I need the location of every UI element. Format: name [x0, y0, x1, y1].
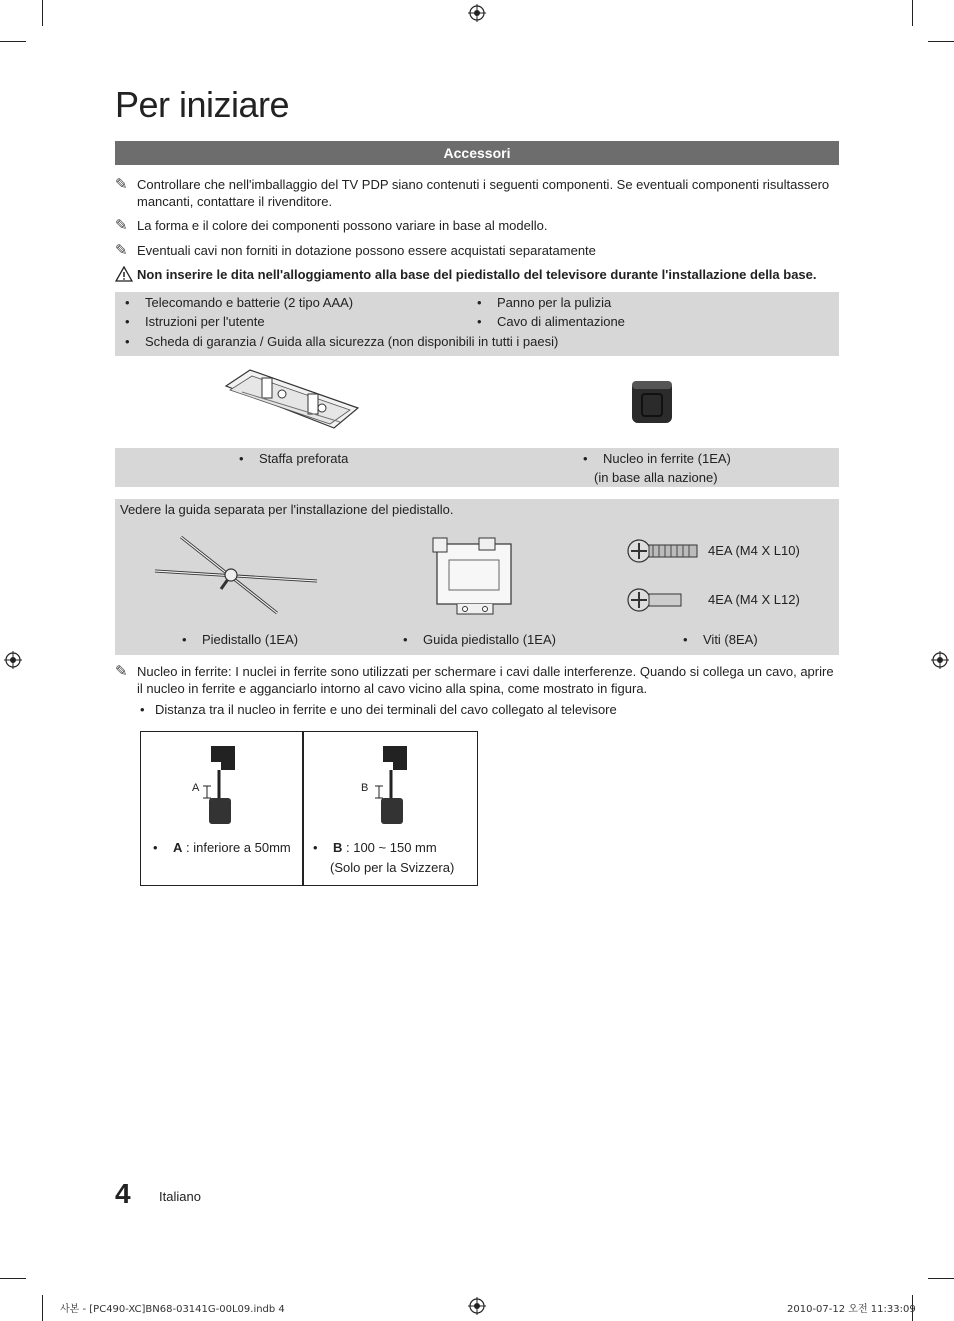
ferrite-core-note: ✎ Nucleo in ferrite: I nuclei in ferrite sono utilizzati per schermare i cavi dalle interferenze. Quando si collega un cavo, aprire il nucleo in ferrite e agganciarlo intorno al cavo vicino alla spina, come mostrato in figura. — [115, 663, 834, 696]
pencil-note-icon: ✎ — [115, 217, 128, 234]
warning-note: Non inserire le dita nell'alloggiamento alla base del piedistallo del televisore durante l'installazione della base. — [115, 266, 845, 286]
list-item: • Scheda di garanzia / Guida alla sicurezza (non disponibili in tutti i paesi) — [125, 334, 559, 349]
crop-mark — [0, 1278, 26, 1279]
page-number: 4 — [115, 1178, 131, 1209]
note-shape-color: ✎ La forma e il colore dei componenti possono variare in base al modello. — [115, 217, 548, 234]
list-item: • Nucleo in ferrite (1EA) — [583, 451, 731, 466]
ferrite-core-image — [630, 378, 674, 426]
registration-mark-icon — [468, 4, 486, 22]
screw-l10-image — [627, 532, 701, 570]
note-cables: ✎ Eventuali cavi non forniti in dotazione possono essere acquistati separatamente — [115, 242, 596, 259]
bracket-image — [222, 364, 362, 432]
marker-a: A — [192, 782, 200, 794]
crop-mark — [42, 1295, 43, 1321]
items-row-panel — [115, 448, 839, 487]
cable-ferrite-diagram-b — [361, 742, 421, 828]
stand-panel — [115, 499, 839, 655]
imprint-date: 2010-07-12 오전 11:33:09 — [787, 1304, 916, 1315]
screw-l12-label: 4EA (M4 X L12) — [708, 592, 800, 607]
crop-mark — [928, 41, 954, 42]
pencil-note-icon: ✎ — [115, 663, 128, 680]
note-contents-check: ✎ Controllare che nell'imballaggio del TV PDP siano contenuti i seguenti componenti. Se eventuali componenti risultassero mancanti, contattare il rivenditore. — [115, 176, 830, 209]
warning-triangle-icon — [115, 266, 137, 286]
crop-mark — [42, 0, 43, 26]
screw-l12-image — [627, 581, 687, 619]
imprint-file: 사본 - [PC490-XC]BN68-03141G-00L09.indb 4 — [60, 1304, 285, 1315]
stand-intro: Vedere la guida separata per l'installazione del piedistallo. — [120, 502, 454, 517]
diagram-box-a — [140, 731, 304, 886]
registration-mark-icon — [4, 651, 22, 669]
crop-mark — [912, 0, 913, 26]
stand-guide-image — [429, 534, 521, 616]
crop-mark — [928, 1278, 954, 1279]
list-item: • Guida piedistallo (1EA) — [403, 632, 556, 647]
registration-mark-icon — [931, 651, 949, 669]
page-language: Italiano — [159, 1189, 201, 1204]
list-item: • Panno per la pulizia — [477, 295, 612, 310]
ferrite-distance-note: • Distanza tra il nucleo in ferrite e uno dei terminali del cavo collegato al televisore — [140, 702, 617, 717]
accessory-list-panel — [115, 292, 839, 356]
diagram-b-sub: (Solo per la Svizzera) — [330, 860, 455, 875]
diagram-a-label: • A : inferiore a 50mm — [153, 840, 291, 855]
pencil-note-icon: ✎ — [115, 242, 128, 259]
crop-mark — [0, 41, 26, 42]
list-item: • Cavo di alimentazione — [477, 314, 625, 329]
ferrite-note-sub: (in base alla nazione) — [594, 470, 718, 485]
screw-l10-label: 4EA (M4 X L10) — [708, 543, 800, 558]
stand-image — [153, 535, 319, 615]
list-item: • Piedistallo (1EA) — [182, 632, 299, 647]
pencil-note-icon: ✎ — [115, 176, 128, 193]
page-title: Per iniziare — [115, 84, 290, 125]
list-item: • Staffa preforata — [239, 451, 349, 466]
marker-b: B — [361, 782, 369, 794]
list-item: • Telecomando e batterie (2 tipo AAA) — [125, 295, 354, 310]
list-item: • Viti (8EA) — [683, 632, 758, 647]
diagram-b-label: • B : 100 ~ 150 mm — [313, 840, 437, 855]
section-heading: Accessori — [115, 141, 839, 165]
list-item: • Istruzioni per l'utente — [125, 314, 265, 329]
diagram-box-b — [302, 731, 478, 886]
registration-mark-icon — [468, 1297, 486, 1315]
